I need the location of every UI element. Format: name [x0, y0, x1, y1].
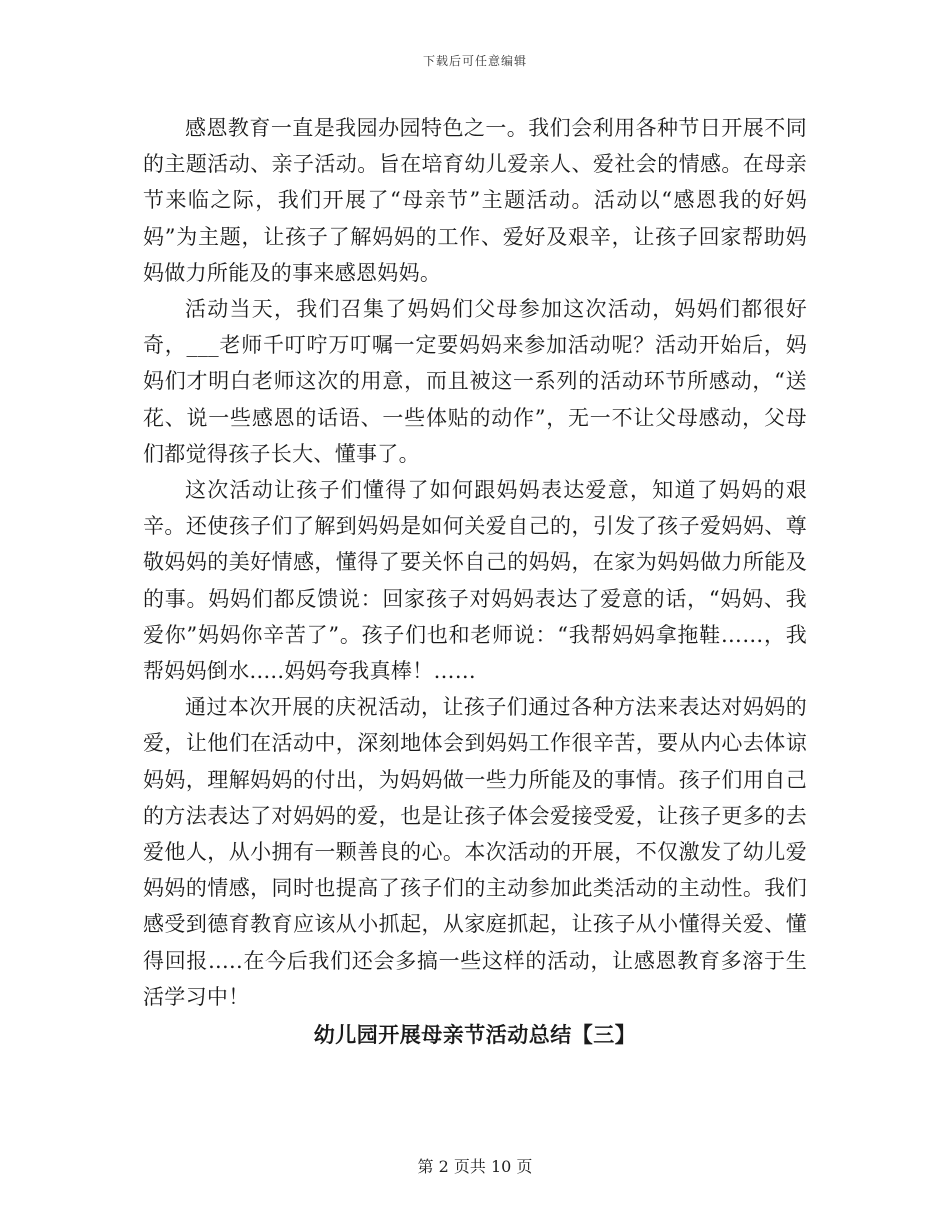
paragraph-4: 通过本次开展的庆祝活动，让孩子们通过各种方法来表达对妈妈的爱，让他们在活动中，深刻地体会到妈妈工作很辛苦，要从内心去体谅妈妈，理解妈妈的付出，为妈妈做一些力所能及的事情。孩子们用自己的方法表达了对妈妈的爱，也是让孩子体会爱接受爱，让孩子更多的去爱他人，从小拥有一颗善良的心。本次活动的开展，不仅激发了幼儿爱妈妈的情感，同时也提高了孩子们的主动参加此类活动的主动性。我们感受到德育教育应该从小抓起，从家庭抓起，让孩子从小懂得关爱、懂得回报.....在今后我们还会多搞一些这样的活动，让感恩教育多溶于生活学习中！ [143, 695, 807, 1009]
paragraph-2: 活动当天，我们召集了妈妈们父母参加这次活动，妈妈们都很好奇，___老师千叮咛万叮嘱一定要妈妈来参加活动呢？活动开始后，妈妈们才明白老师这次的用意，而且被这一系列的活动环节所感动，“送花、说一些感恩的话语、一些体贴的动作”，无一不让父母感动，父母们都觉得孩子长大、懂事了。 [143, 297, 807, 466]
paragraph-1: 感恩教育一直是我园办园特色之一。我们会利用各种节日开展不同的主题活动、亲子活动。旨在培育幼儿爱亲人、爱社会的情感。在母亲节来临之际，我们开展了“母亲节”主题活动。活动以“感恩我的好妈妈”为主题，让孩子了解妈妈的工作、爱好及艰辛，让孩子回家帮助妈妈做力所能及的事来感恩妈妈。 [143, 116, 807, 285]
paragraph-3: 这次活动让孩子们懂得了如何跟妈妈表达爱意，知道了妈妈的艰辛。还使孩子们了解到妈妈是如何关爱自己的，引发了孩子爱妈妈、尊敬妈妈的美好情感，懂得了要关怀自己的妈妈，在家为妈妈做力所能及的事。妈妈们都反馈说：回家孩子对妈妈表达了爱意的话，“妈妈、我爱你”妈妈你辛苦了”。孩子们也和老师说：“我帮妈妈拿拖鞋……，我帮妈妈倒水.....妈妈夸我真棒！…… [143, 478, 807, 684]
document-body [143, 110, 807, 1053]
page-footer: 第 2 页共 10 页 [417, 1157, 533, 1176]
section-heading: 幼儿园开展母亲节活动总结【三】 [313, 1022, 637, 1048]
page-header: 下载后可任意编辑 [422, 54, 527, 68]
